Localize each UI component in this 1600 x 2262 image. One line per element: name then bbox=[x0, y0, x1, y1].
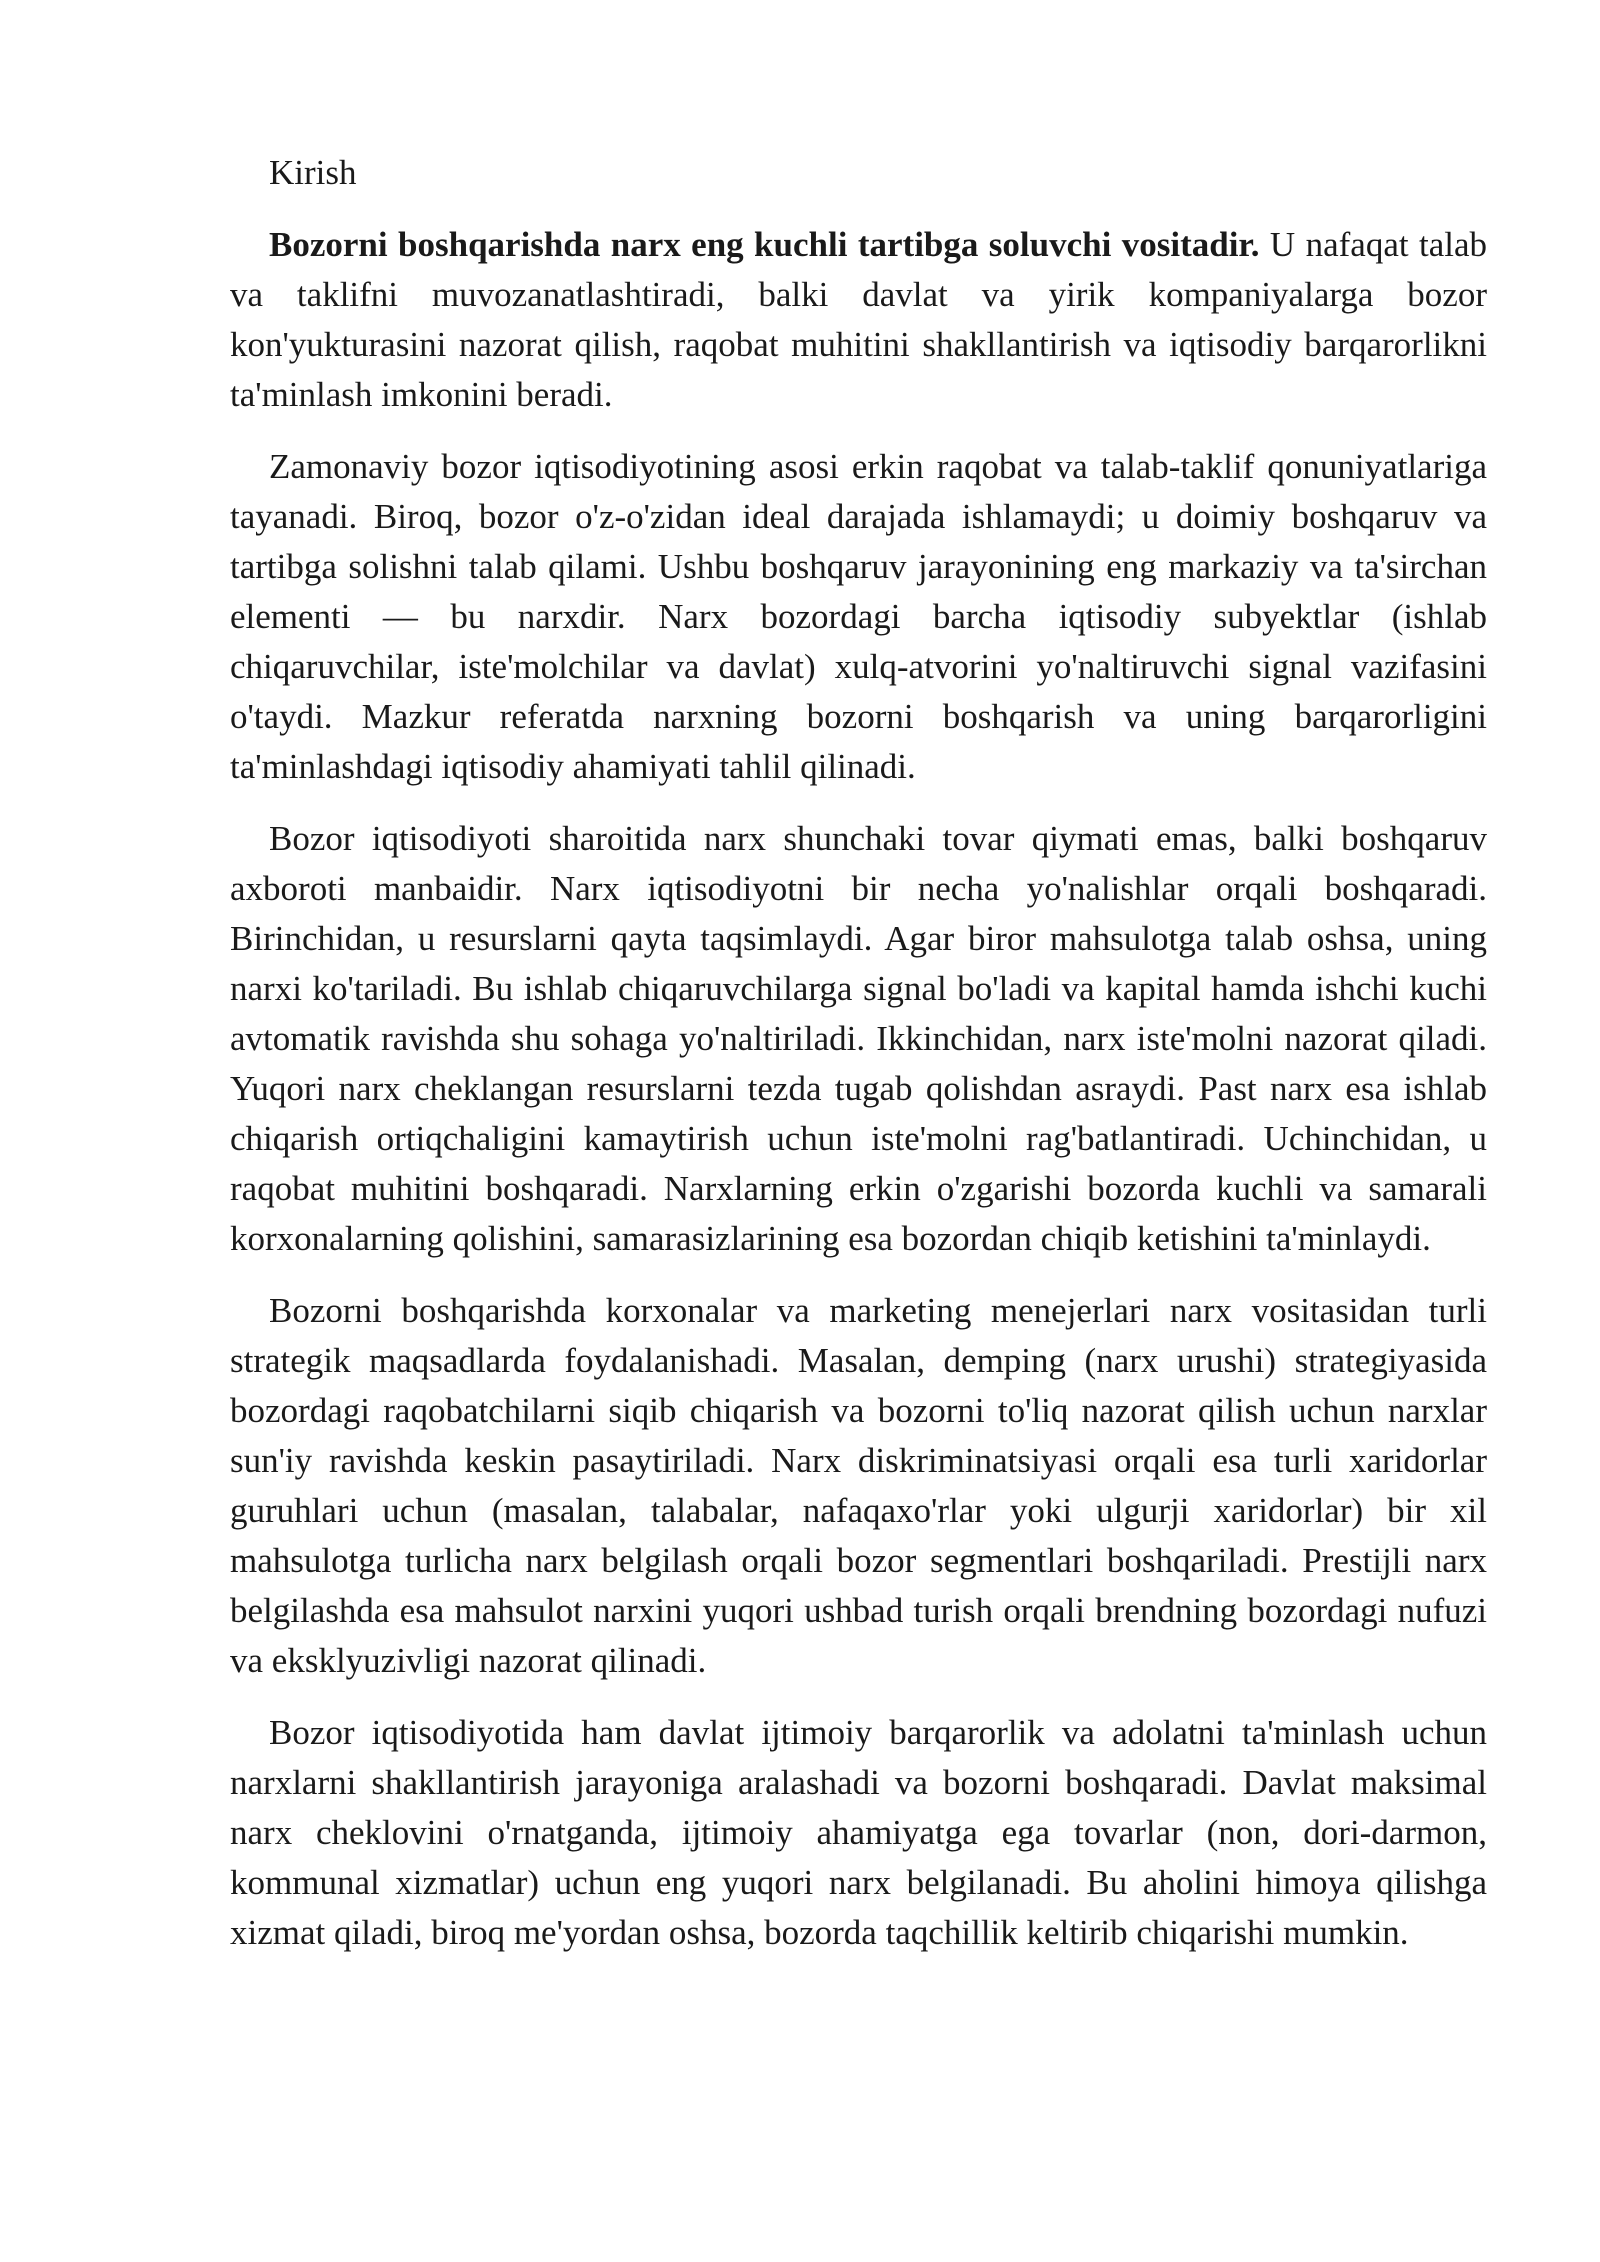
intro-lead-sentence: Bozorni boshqarishda narx eng kuchli tartibga soluvchi vositadir. bbox=[269, 225, 1260, 264]
body-paragraph: Bozorni boshqarishda korxonalar va marketing menejerlari narx vositasidan turli strategik maqsadlarda foydalanishadi. Masalan, demping (narx urushi) strategiyasida bozordagi raqobatchilarni siqib chiqarish va bozorni to'liq nazorat qilish uchun narxlar sun'iy ravishda keskin pasaytiriladi. Narx diskriminatsiyasi orqali esa turli xaridorlar guruhlari uchun (masalan, talabalar, nafaqaxo'rlar yoki ulgurji xaridorlar) bir xil mahsulotga turlicha narx belgilash orqali bozor segmentlari boshqariladi. Prestijli narx belgilashda esa mahsulot narxini yuqori ushbad turish orqali brendning bozordagi nufuzi va eksklyuzivligi nazorat qilinadi. bbox=[230, 1291, 1487, 1680]
body-paragraph: Zamonaviy bozor iqtisodiyotining asosi erkin raqobat va talab-taklif qonuniyatlariga tayanadi. Biroq, bozor o'z-o'zidan ideal darajada ishlamaydi; u doimiy boshqaruv va tartibga solishni talab qilami. Ushbu boshqaruv jarayonining eng markaziy va ta'sirchan elementi — bu narxdir. Narx bozordagi barcha iqtisodiy subyektlar (ishlab chiqaruvchilar, iste'molchilar va davlat) xulq-atvorini yo'naltiruvchi signal vazifasini o'taydi. Mazkur referatda narxning bozorni boshqarish va uning barqarorligini ta'minlashdagi iqtisodiy ahamiyati tahlil qilinadi. bbox=[230, 447, 1487, 786]
body-paragraph: Bozor iqtisodiyoti sharoitida narx shunchaki tovar qiymati emas, balki boshqaruv axboroti manbaidir. Narx iqtisodiyotni bir necha yo'nalishlar orqali boshqaradi. Birinchidan, u resurslarni qayta taqsimlaydi. Agar biror mahsulotga talab oshsa, uning narxi ko'tariladi. Bu ishlab chiqaruvchilarga signal bo'ladi va kapital hamda ishchi kuchi avtomatik ravishda shu sohaga yo'naltiriladi. Ikkinchidan, narx iste'molni nazorat qiladi. Yuqori narx cheklangan resurslarni tezda tugab qolishdan asraydi. Past narx esa ishlab chiqarish ortiqchaligini kamaytirish uchun iste'molni rag'batlantiradi. Uchinchidan, u raqobat muhitini boshqaradi. Narxlarning erkin o'zgarishi bozorda kuchli va samarali korxonalarning qolishini, samarasizlarining esa bozordan chiqib ketishini ta'minlaydi. bbox=[230, 819, 1487, 1258]
intro-paragraph bbox=[230, 220, 1487, 420]
intro-rest-text: U nafaqat talab va taklifni muvozanatlashtiradi, balki davlat va yirik kompaniyalarga bozor kon'yukturasini nazorat qilish, raqobat muhitini shakllantirish va iqtisodiy barqarorlikni ta'minlash imkonini beradi. bbox=[230, 225, 1488, 414]
body-paragraph: Bozor iqtisodiyotida ham davlat ijtimoiy barqarorlik va adolatni ta'minlash uchun narxlarni shakllantirish jarayoniga aralashadi va bozorni boshqaradi. Davlat maksimal narx cheklovini o'rnatganda, ijtimoiy ahamiyatga ega tovarlar (non, dori-darmon, kommunal xizmatlar) uchun eng yuqori narx belgilanadi. Bu aholini himoya qilishga xizmat qiladi, biroq me'yordan oshsa, bozorda taqchillik keltirib chiqarishi mumkin. bbox=[230, 1713, 1487, 1952]
section-heading: Kirish bbox=[269, 153, 357, 192]
